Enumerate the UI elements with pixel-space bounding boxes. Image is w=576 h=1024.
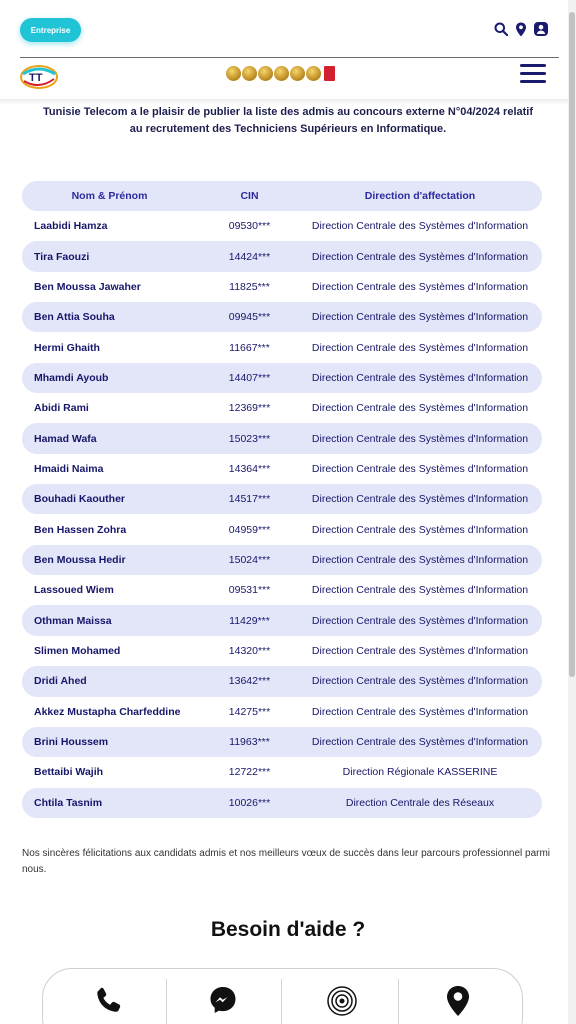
top-icons: [494, 22, 548, 36]
phone-icon[interactable]: [88, 985, 128, 1019]
cell-cin: 04959***: [228, 523, 271, 536]
table-row: [22, 788, 542, 818]
svg-text:TT: TT: [29, 72, 43, 84]
cell-name: Hamad Wafa: [34, 432, 97, 445]
cell-name: Lassoued Wiem: [34, 584, 114, 597]
header-cin: CIN: [240, 190, 259, 202]
award-medal-icon: [226, 66, 241, 81]
cell-direction: Direction Centrale des Systèmes d'Information: [311, 311, 529, 324]
help-title: Besoin d'aide ?: [210, 918, 366, 941]
table-row: [22, 727, 542, 757]
cell-name: Tira Faouzi: [34, 250, 90, 263]
cell-name: Chtila Tasnim: [34, 796, 103, 809]
table-row: [22, 545, 542, 575]
cell-direction: Direction Centrale des Systèmes d'Information: [311, 432, 529, 445]
cell-direction: Direction Centrale des Systèmes d'Information: [311, 614, 529, 627]
cell-cin: 13642***: [228, 675, 271, 688]
cell-name: Ben Hassen Zohra: [34, 523, 127, 536]
cell-direction: Direction Centrale des Systèmes d'Information: [311, 280, 529, 293]
cell-direction: Direction Centrale des Systèmes d'Information: [311, 584, 529, 597]
top-bar: [0, 0, 576, 60]
cell-cin: 15024***: [228, 553, 271, 566]
help-separator: [166, 979, 167, 1024]
scrollbar-thumb[interactable]: [569, 12, 575, 677]
cell-name: Mhamdi Ayoub: [34, 371, 109, 384]
cell-name: Ben Moussa Hedir: [34, 553, 126, 566]
cell-cin: 12369***: [228, 402, 271, 415]
cell-direction: Direction Centrale des Systèmes d'Information: [311, 371, 529, 384]
table-row: [22, 697, 542, 727]
table-row: [22, 211, 542, 241]
cell-cin: 12722***: [228, 766, 271, 779]
cell-name: Ben Attia Souha: [34, 311, 115, 324]
help-box: [42, 968, 523, 1024]
table-row: [22, 454, 542, 484]
awards-strip: [226, 66, 335, 81]
cell-cin: 14517***: [228, 493, 271, 506]
entreprise-button[interactable]: Entreprise: [20, 18, 81, 42]
messenger-icon[interactable]: [203, 985, 243, 1019]
cell-name: Dridi Ahed: [34, 675, 87, 688]
table-row: [22, 241, 542, 271]
award-medal-icon: [242, 66, 257, 81]
award-medal-icon: [274, 66, 289, 81]
help-separator: [281, 979, 282, 1024]
cell-cin: 09530***: [228, 220, 271, 233]
cell-cin: 09945***: [228, 311, 271, 324]
cell-direction: Direction Centrale des Systèmes d'Information: [311, 341, 529, 354]
cell-direction: Direction Centrale des Systèmes d'Information: [311, 402, 529, 415]
table-row: [22, 302, 542, 332]
table-row: [22, 423, 542, 453]
table-row: [22, 575, 542, 605]
cell-name: Bouhadi Kaouther: [34, 493, 125, 506]
account-icon[interactable]: [534, 22, 548, 36]
location-icon[interactable]: [514, 22, 528, 36]
cell-direction: Direction Centrale des Systèmes d'Information: [311, 220, 529, 233]
table-row: [22, 484, 542, 514]
table-row: [22, 757, 542, 787]
cell-name: Bettaibi Wajih: [34, 766, 104, 779]
cell-cin: 14320***: [228, 644, 271, 657]
table-row: [22, 393, 542, 423]
table-header-row: [22, 181, 542, 211]
hamburger-menu-icon[interactable]: [520, 64, 546, 84]
cell-name: Hmaidi Naima: [34, 462, 104, 475]
cell-cin: 14407***: [228, 371, 271, 384]
cell-cin: 15023***: [228, 432, 271, 445]
table-row: [22, 636, 542, 666]
cell-cin: 10026***: [228, 796, 271, 809]
cell-name: Abidi Rami: [34, 402, 89, 415]
table-row: [22, 363, 542, 393]
help-separator: [398, 979, 399, 1024]
award-medal-icon: [306, 66, 321, 81]
cell-name: Brini Houssem: [34, 736, 109, 749]
table-row: [22, 666, 542, 696]
cell-direction: Direction Régionale KASSERINE: [342, 766, 498, 779]
header-name: Nom & Prénom: [71, 190, 148, 202]
cell-direction: Direction Centrale des Systèmes d'Information: [311, 523, 529, 536]
cell-direction: Direction Centrale des Systèmes d'Information: [311, 250, 529, 263]
header-direction: Direction d'affectation: [364, 190, 476, 202]
search-icon[interactable]: [494, 22, 508, 36]
table-row: [22, 605, 542, 635]
cell-direction: Direction Centrale des Réseaux: [345, 796, 495, 809]
cell-direction: Direction Centrale des Systèmes d'Information: [311, 705, 529, 718]
table-row: [22, 514, 542, 544]
cell-name: Akkez Mustapha Charfeddine: [34, 705, 181, 718]
admis-table: [22, 181, 542, 818]
cell-name: Laabidi Hamza: [34, 220, 108, 233]
scrollbar[interactable]: [568, 0, 576, 1024]
award-medal-icon: [290, 66, 305, 81]
cell-cin: 11667***: [229, 341, 270, 354]
table-row: [22, 332, 542, 362]
cell-name: Hermi Ghaith: [34, 341, 100, 354]
cell-name: Ben Moussa Jawaher: [34, 280, 141, 293]
cell-cin: 14424***: [228, 250, 271, 263]
award-badge-icon: [324, 66, 335, 81]
congrats-text: Nos sincères félicitations aux candidats admis et nos meilleurs vœux de succès dans leur parcours professionnel parmi nous.: [22, 848, 551, 875]
intro-text: Tunisie Telecom a le plaisir de publier la liste des admis au concours externe N°04/2024 relatif au recrutement des Techniciens Supérieurs en Informatique.: [42, 106, 533, 135]
tunisie-telecom-logo[interactable]: [20, 64, 58, 90]
cell-direction: Direction Centrale des Systèmes d'Information: [311, 675, 529, 688]
cell-direction: Direction Centrale des Systèmes d'Information: [311, 736, 529, 749]
cell-direction: Direction Centrale des Systèmes d'Information: [311, 553, 529, 566]
cell-name: Othman Maissa: [34, 614, 112, 627]
cell-cin: 14275***: [228, 705, 271, 718]
award-medal-icon: [258, 66, 273, 81]
cell-direction: Direction Centrale des Systèmes d'Information: [311, 493, 529, 506]
table-body: [22, 211, 542, 818]
table-row: [22, 272, 542, 302]
cell-cin: 11825***: [229, 280, 270, 293]
cell-direction: Direction Centrale des Systèmes d'Information: [311, 462, 529, 475]
signal-icon[interactable]: [322, 985, 362, 1019]
cell-name: Slimen Mohamed: [34, 644, 121, 657]
cell-direction: Direction Centrale des Systèmes d'Information: [311, 644, 529, 657]
header-divider: [20, 57, 559, 58]
location-pin-icon[interactable]: [438, 985, 478, 1019]
cell-cin: 11963***: [229, 736, 270, 749]
cell-cin: 11429***: [229, 614, 270, 627]
cell-cin: 09531***: [228, 584, 271, 597]
cell-cin: 14364***: [228, 462, 271, 475]
